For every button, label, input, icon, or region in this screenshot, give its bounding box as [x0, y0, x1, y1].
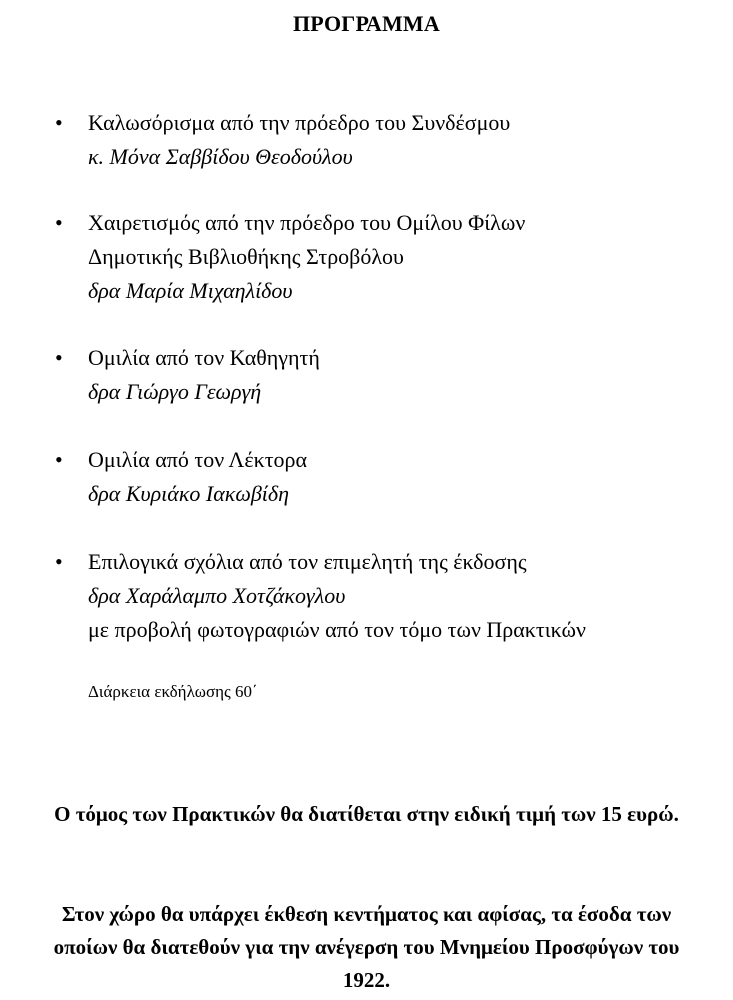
exhibition-note-line: οποίων θα διατεθούν για την ανέγερση του Μνημείου Προσφύγων του [53, 935, 680, 959]
exhibition-note-line: Στον χώρο θα υπάρχει έκθεση κεντήματος και αφίσας, τα έσοδα των [61, 902, 672, 926]
item-line: με προβολή φωτογραφιών από τον τόμο των Πρακτικών [88, 617, 586, 642]
item-line: Δημοτικής Βιβλιοθήκης Στροβόλου [88, 244, 404, 269]
event-duration: Διάρκεια εκδήλωσης 60΄ [88, 682, 258, 701]
item-speaker: δρα Γιώργο Γεωργή [88, 379, 262, 404]
bullet-icon: • [55, 110, 63, 135]
item-speaker: δρα Χαράλαμπο Χοτζάκογλου [88, 583, 346, 608]
item-speaker: κ. Μόνα Σαββίδου Θεοδούλου [88, 144, 353, 169]
bullet-icon: • [55, 447, 63, 472]
exhibition-note [0, 898, 733, 997]
bullet-icon: • [55, 345, 63, 370]
item-line: Ομιλία από τον Καθηγητή [88, 345, 320, 370]
exhibition-note-line: 1922. [342, 968, 391, 992]
item-line: Ομιλία από τον Λέκτορα [88, 447, 308, 472]
bullet-icon: • [55, 210, 63, 235]
item-line: Καλωσόρισμα από την πρόεδρο του Συνδέσμου [88, 110, 511, 135]
bullet-icon: • [55, 549, 63, 574]
item-speaker: δρα Κυριάκο Ιακωβίδη [88, 481, 290, 506]
item-line: Χαιρετισμός από την πρόεδρο του Ομίλου Φίλων [88, 210, 526, 235]
item-speaker: δρα Μαρία Μιχαηλίδου [88, 278, 293, 303]
item-line: Επιλογικά σχόλια από τον επιμελητή της έκδοσης [88, 549, 527, 574]
page-title: ΠΡΟΓΡΑΜΜΑ [293, 11, 440, 36]
price-note: Ο τόμος των Πρακτικών θα διατίθεται στην ειδική τιμή των 15 ευρώ. [54, 802, 679, 826]
